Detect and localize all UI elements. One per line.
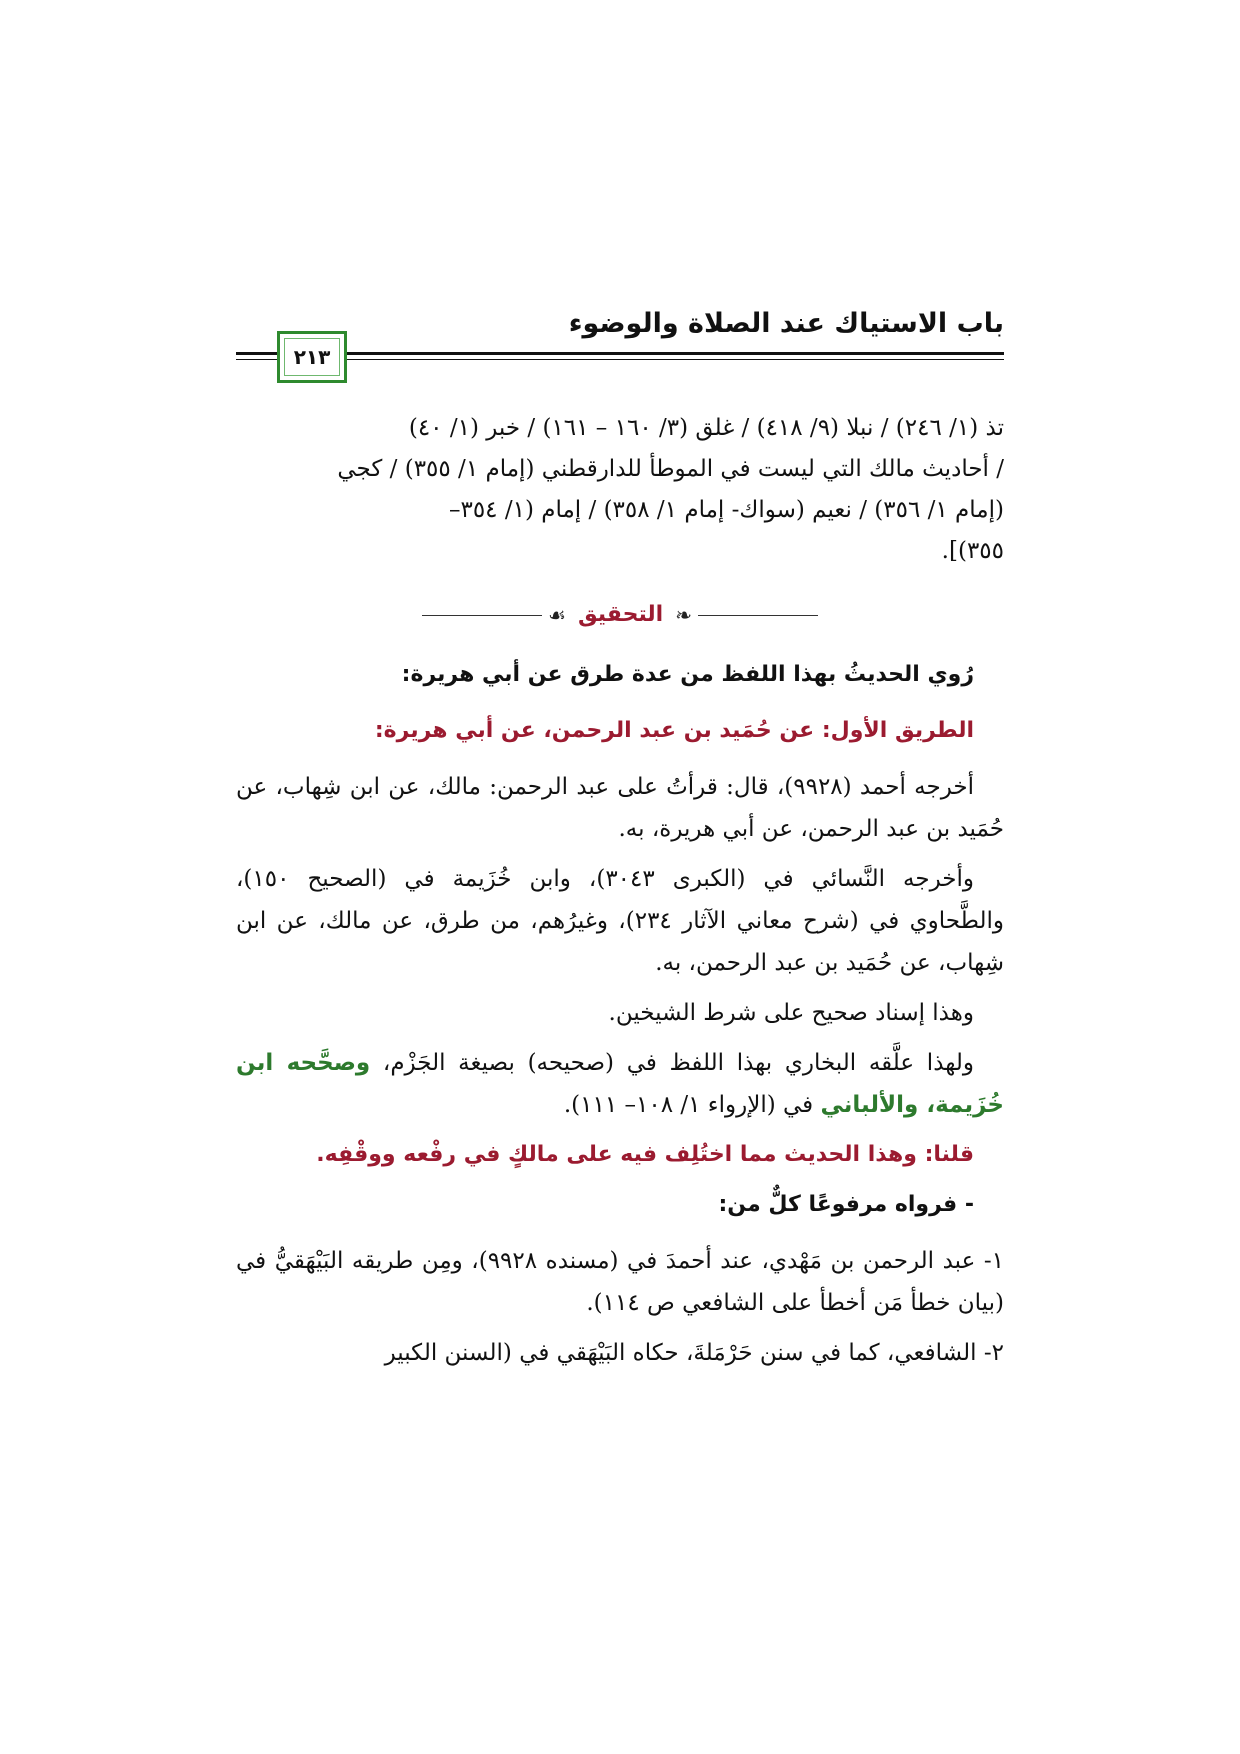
- note-heading: قلنا: وهذا الحديث مما اختُلِف فيه على مالكٍ في رفْعه ووقْفِه.: [316, 1142, 974, 1167]
- header-rule-thick: [236, 352, 1004, 355]
- lead-sentence: رُوي الحديثُ بهذا اللفظ من عدة طرق عن أبي هريرة:: [401, 662, 974, 687]
- paragraph: وأخرجه النَّسائي في (الكبرى ٣٠٤٣)، وابن خُزَيمة في (الصحيح ١٥٠)، والطَّحاوي في (شرح معاني الآثار ٢٣٤)، وغيرُهم، من طرق، عن مالك، عن ابن شِهاب، عن حُمَيد بن عبد الرحمن، به.: [236, 866, 1005, 976]
- ornament-icon: ❧: [675, 603, 692, 627]
- ornament-icon: ☙: [548, 603, 566, 627]
- page-number: ٢١٣: [293, 345, 331, 369]
- page-number-frame: [277, 331, 347, 383]
- sub-heading: - فرواه مرفوعًا كلٌّ من:: [718, 1192, 974, 1217]
- references-block: [236, 408, 1004, 572]
- header-rule-thin: [236, 359, 1004, 360]
- list-item: ١- عبد الرحمن بن مَهْدي، عند أحمدَ في (مسنده ٩٩٢٨)، ومِن طريقه البَيْهَقيُّ في (بيان خطأ مَن أخطأ على الشافعي ص ١١٤).: [236, 1248, 1004, 1316]
- page-content: [236, 408, 1004, 1374]
- reference-line: تذ (١/ ٢٤٦) / نبلا (٩/ ٤١٨) / غلق (٣/ ١٦٠ – ١٦١) / خبر (١/ ٤٠): [408, 415, 1004, 441]
- reference-line: (إمام ١/ ٣٥٦) / نعيم (سواك- إمام ١/ ٣٥٨) / إمام (١/ ٣٥٤–: [448, 497, 1004, 523]
- section-title: التحقيق: [577, 602, 664, 627]
- paragraph: وهذا إسناد صحيح على شرط الشيخين.: [608, 1000, 974, 1026]
- path-heading: الطريق الأول: عن حُمَيد بن عبد الرحمن، عن أبي هريرة:: [374, 718, 974, 743]
- reference-line: / أحاديث مالك التي ليست في الموطأ للدارقطني (إمام ١/ ٣٥٥) / كجي: [337, 456, 1004, 482]
- section-divider: [236, 594, 1004, 636]
- paragraph: أخرجه أحمد (٩٩٢٨)، قال: قرأتُ على عبد الرحمن: مالك، عن ابن شِهاب، عن حُمَيد بن عبد الرحمن، عن أبي هريرة، به.: [236, 774, 1004, 842]
- list-item: ٢- الشافعي، كما في سنن حَرْمَلةَ، حكاه البَيْهَقي في (السنن الكبير: [384, 1340, 1004, 1366]
- paragraph-text: في (الإرواء ١/ ١٠٨– ١١١).: [563, 1092, 821, 1118]
- running-header-title: باب الاستياك عند الصلاة والوضوء: [568, 308, 1004, 339]
- reference-line: ٣٥٥)].: [941, 538, 1004, 564]
- divider-line: [422, 615, 542, 616]
- divider-line: [698, 615, 818, 616]
- paragraph-text: ولهذا علَّقه البخاري بهذا اللفظ في (صحيحه) بصيغة الجَزْم،: [370, 1050, 974, 1076]
- highlight-text: وصحَّحه ابن خُزَيمة، والألباني: [236, 1050, 1004, 1118]
- paragraph-with-highlight: [236, 1042, 1004, 1126]
